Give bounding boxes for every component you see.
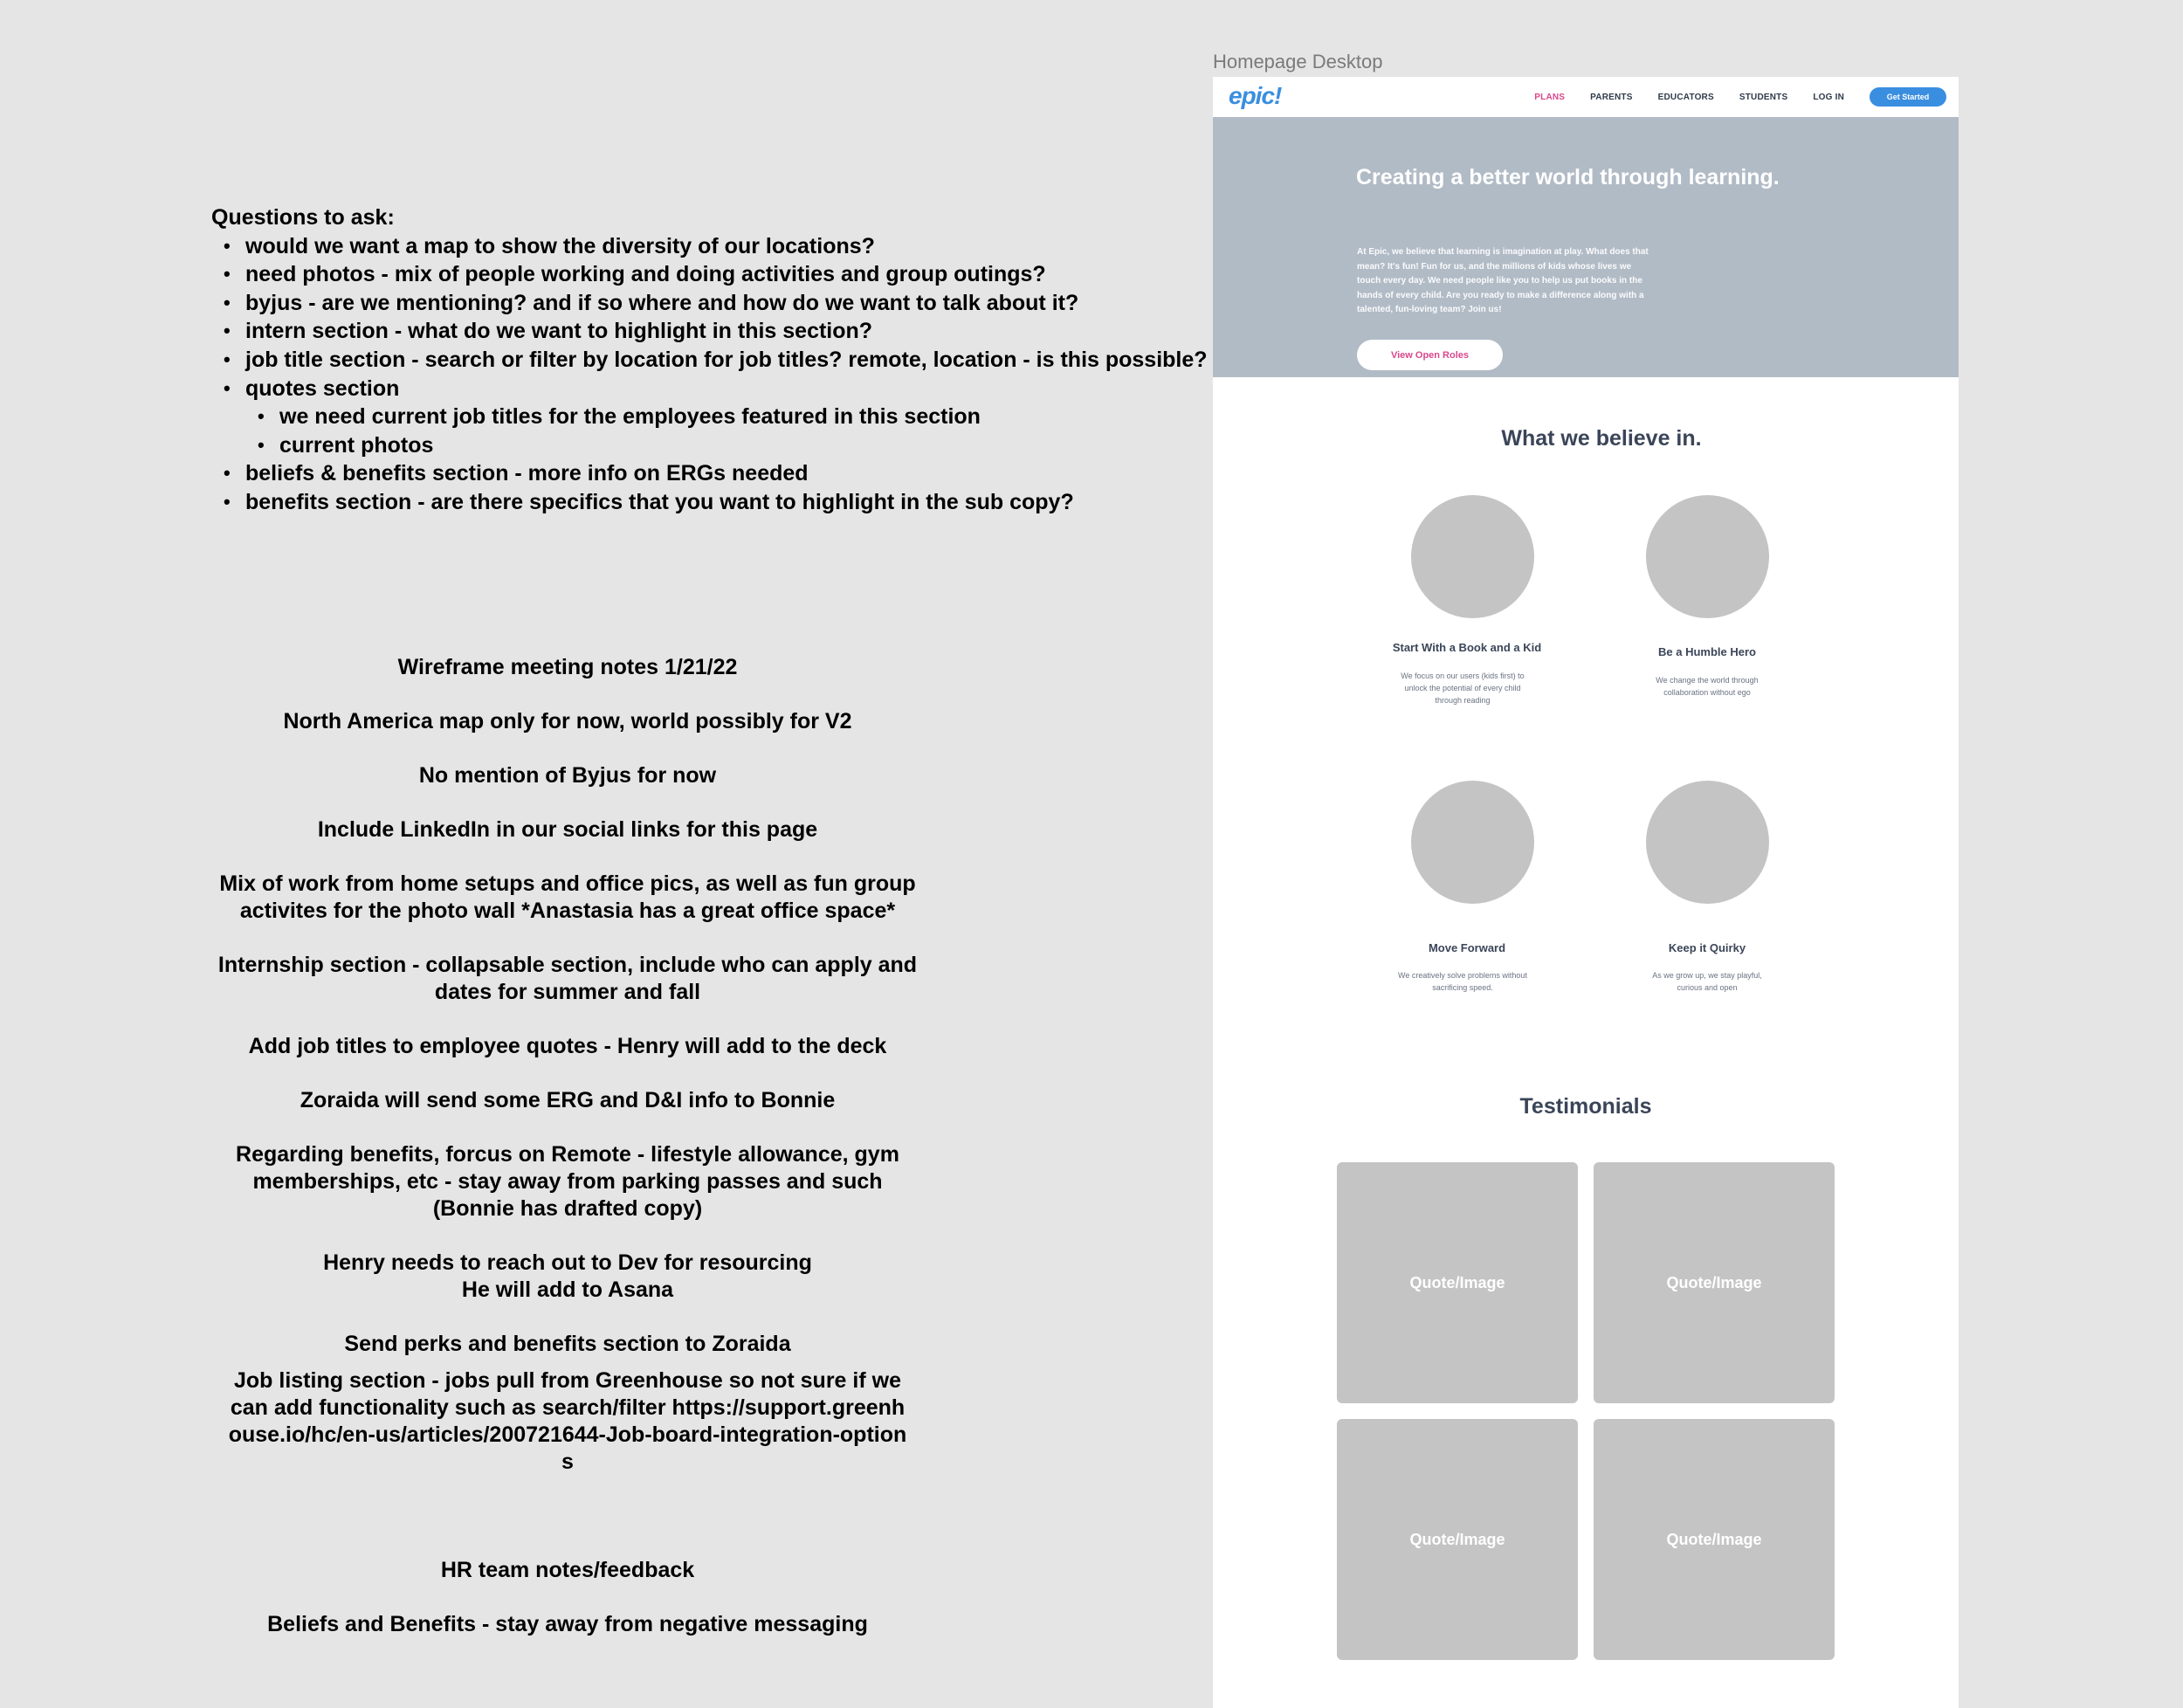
beliefs-title: What we believe in.: [1501, 426, 1702, 451]
question-subitem: • we need current job titles for the employees featured in this section: [211, 403, 1207, 431]
homepage-frame: [1213, 77, 1959, 1708]
belief-image: [1646, 781, 1769, 904]
testimonial-tile[interactable]: Quote/Image: [1594, 1419, 1835, 1660]
hero-body: At Epic, we believe that learning is imagination at play. What does that mean? It's fun! Fun for us, and the millions of kids whose lives we touch every day. We need people like you to help us put books in the hands of every child. Are you ready to make a difference along with a talented, fun-loving team? Join us!: [1357, 247, 1649, 315]
belief-image: [1411, 781, 1534, 904]
belief-desc: We change the world through collaboration without ego: [1656, 676, 1759, 697]
nav-students[interactable]: STUDENTS: [1739, 92, 1788, 102]
top-nav: [1213, 77, 1959, 117]
note-line: Henry needs to reach out to Dev for resourcing: [323, 1250, 812, 1275]
epic-logo[interactable]: epic!: [1229, 82, 1282, 109]
question-subitem: • current photos: [211, 431, 1207, 460]
belief-desc: We creatively solve problems without sacrificing speed.: [1398, 971, 1527, 992]
view-open-roles-button[interactable]: View Open Roles: [1357, 340, 1503, 370]
questions-panel: [211, 203, 1207, 517]
question-item: • intern section - what do we want to highlight in this section?: [211, 317, 1207, 346]
nav-login[interactable]: LOG IN: [1813, 92, 1844, 102]
note-line: Mix of work from home setups and office pics, as well as fun group activites for the photo wall *Anastasia has a great office space*: [219, 871, 916, 923]
questions-list: [211, 232, 1207, 517]
nav-parents[interactable]: PARENTS: [1590, 92, 1633, 102]
nav-links: [1534, 77, 1959, 117]
belief-title: Move Forward: [1428, 941, 1506, 954]
hero-title: Creating a better world through learning.: [1356, 165, 1780, 189]
question-item: • byjus - are we mentioning? and if so where and how do we want to talk about it?: [211, 289, 1207, 318]
note-line: Regarding benefits, forcus on Remote - lifestyle allowance, gym memberships, etc - stay away from parking passes and such (Bonnie has drafted copy): [236, 1142, 899, 1221]
nav-plans[interactable]: PLANS: [1534, 92, 1566, 102]
belief-image: [1411, 495, 1534, 618]
question-item: • quotes section: [211, 375, 1207, 403]
testimonial-tile[interactable]: Quote/Image: [1337, 1419, 1578, 1660]
notes-title: Wireframe meeting notes 1/21/22: [397, 655, 738, 679]
meeting-notes: [210, 654, 926, 1638]
question-item: • job title section - search or filter by location for job titles? remote, location - is this possible?: [211, 346, 1207, 375]
note-line: Zoraida will send some ERG and D&I info to Bonnie: [300, 1088, 836, 1112]
question-item: • would we want a map to show the diversity of our locations?: [211, 232, 1207, 261]
questions-heading: Questions to ask:: [211, 205, 395, 230]
nav-educators[interactable]: EDUCATORS: [1657, 92, 1714, 102]
belief-title: Be a Humble Hero: [1658, 645, 1756, 658]
get-started-button[interactable]: Get Started: [1870, 87, 1946, 107]
hr-notes-title: HR team notes/feedback: [440, 1558, 695, 1582]
question-item: • beliefs & benefits section - more info on ERGs needed: [211, 459, 1207, 488]
belief-desc: We focus on our users (kids first) to unlock the potential of every child through reading: [1401, 671, 1525, 705]
note-line: Job listing section - jobs pull from Greenhouse so not sure if we can add functionality such as search/filter https://support.greenhouse.io/hc/en-us/articles/200721644-Job-board-integration-options: [228, 1368, 907, 1474]
hr-note-line: Beliefs and Benefits - stay away from negative messaging: [267, 1612, 868, 1636]
note-line: Add job titles to employee quotes - Henry will add to the deck: [248, 1034, 887, 1058]
belief-desc: As we grow up, we stay playful, curious and open: [1652, 971, 1762, 992]
belief-title: Keep it Quirky: [1668, 941, 1746, 954]
testimonials-title: Testimonials: [1519, 1094, 1652, 1119]
question-item: • need photos - mix of people working and doing activities and group outings?: [211, 260, 1207, 289]
note-line: Internship section - collapsable section, include who can apply and dates for summer and fall: [217, 953, 918, 1004]
note-line: Include LinkedIn in our social links for this page: [317, 817, 818, 842]
note-line: No mention of Byjus for now: [418, 763, 717, 788]
note-line: Send perks and benefits section to Zoraida: [344, 1332, 791, 1356]
belief-title: Start With a Book and a Kid: [1392, 641, 1542, 654]
belief-image: [1646, 495, 1769, 618]
testimonial-tile[interactable]: Quote/Image: [1337, 1162, 1578, 1403]
note-line: North America map only for now, world possibly for V2: [283, 709, 852, 733]
question-item: • benefits section - are there specifics that you want to highlight in the sub copy?: [211, 488, 1207, 517]
hero-section: [1213, 117, 1959, 377]
frame-label: Homepage Desktop: [1213, 51, 1383, 72]
note-line: He will add to Asana: [461, 1278, 674, 1302]
testimonial-tile[interactable]: Quote/Image: [1594, 1162, 1835, 1403]
